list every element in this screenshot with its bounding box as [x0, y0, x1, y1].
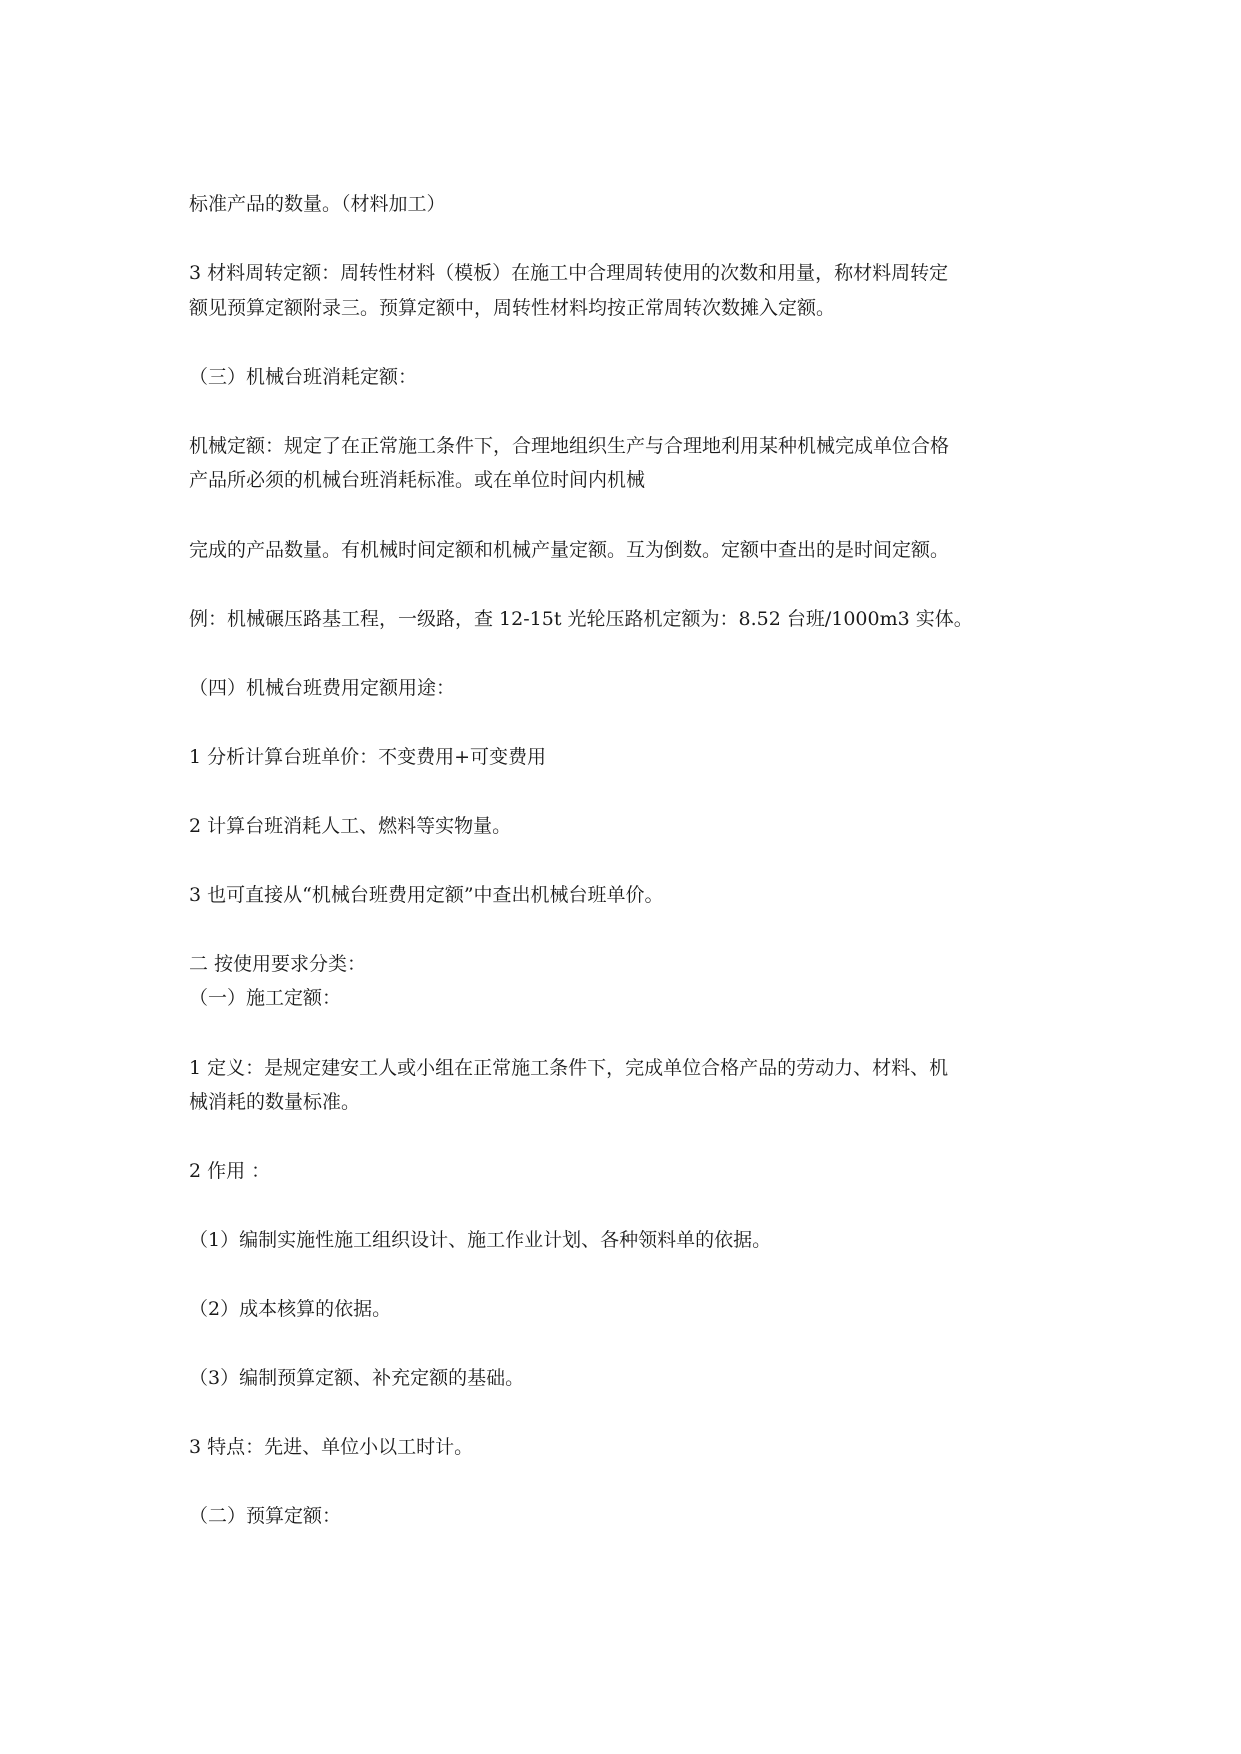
section-heading: （三）机械台班消耗定额：	[189, 366, 418, 388]
list-item: 1 定义：是规定建安工人或小组在正常施工条件下，完成单位合格产品的劳动力、材料、机	[189, 1057, 949, 1079]
list-item: 2 计算台班消耗人工、燃料等实物量。	[189, 815, 512, 837]
section-heading: （一）施工定额：	[189, 987, 342, 1009]
list-item: 3 特点：先进、单位小以工时计。	[189, 1436, 474, 1458]
section-heading: （二）预算定额：	[189, 1505, 342, 1527]
text-line: 额见预算定额附录三。预算定额中，周转性材料均按正常周转次数摊入定额。	[189, 297, 836, 319]
text-line: 械消耗的数量标准。	[189, 1091, 361, 1113]
text-line: 3 材料周转定额：周转性材料（模板）在施工中合理周转使用的次数和用量，称材料周转定	[189, 262, 949, 284]
text-line: 产品所必须的机械台班消耗标准。或在单位时间内机械	[189, 469, 646, 491]
text-line: 机械定额：规定了在正常施工条件下，合理地组织生产与合理地利用某种机械完成单位合格	[189, 435, 950, 457]
list-item: 1 分析计算台班单价：不变费用+可变费用	[189, 746, 547, 768]
section-heading: （四）机械台班费用定额用途：	[189, 677, 456, 699]
list-item: 2 作用 ：	[189, 1160, 271, 1182]
list-item: （1）编制实施性施工组织设计、施工作业计划、各种领料单的依据。	[189, 1229, 772, 1251]
list-item: （3）编制预算定额、补充定额的基础。	[189, 1367, 525, 1389]
text-line: 标准产品的数量。（材料加工）	[189, 193, 446, 215]
section-heading: 二 按使用要求分类：	[189, 953, 367, 975]
list-item: 3 也可直接从“机械台班费用定额”中查出机械台班单价。	[189, 884, 664, 906]
text-line: 例：机械碾压路基工程，一级路，查 12-15t 光轮压路机定额为：8.52 台班/1000m3 实体。	[189, 608, 973, 630]
list-item: （2）成本核算的依据。	[189, 1298, 392, 1320]
text-line: 完成的产品数量。有机械时间定额和机械产量定额。互为倒数。定额中查出的是时间定额。	[189, 539, 950, 561]
